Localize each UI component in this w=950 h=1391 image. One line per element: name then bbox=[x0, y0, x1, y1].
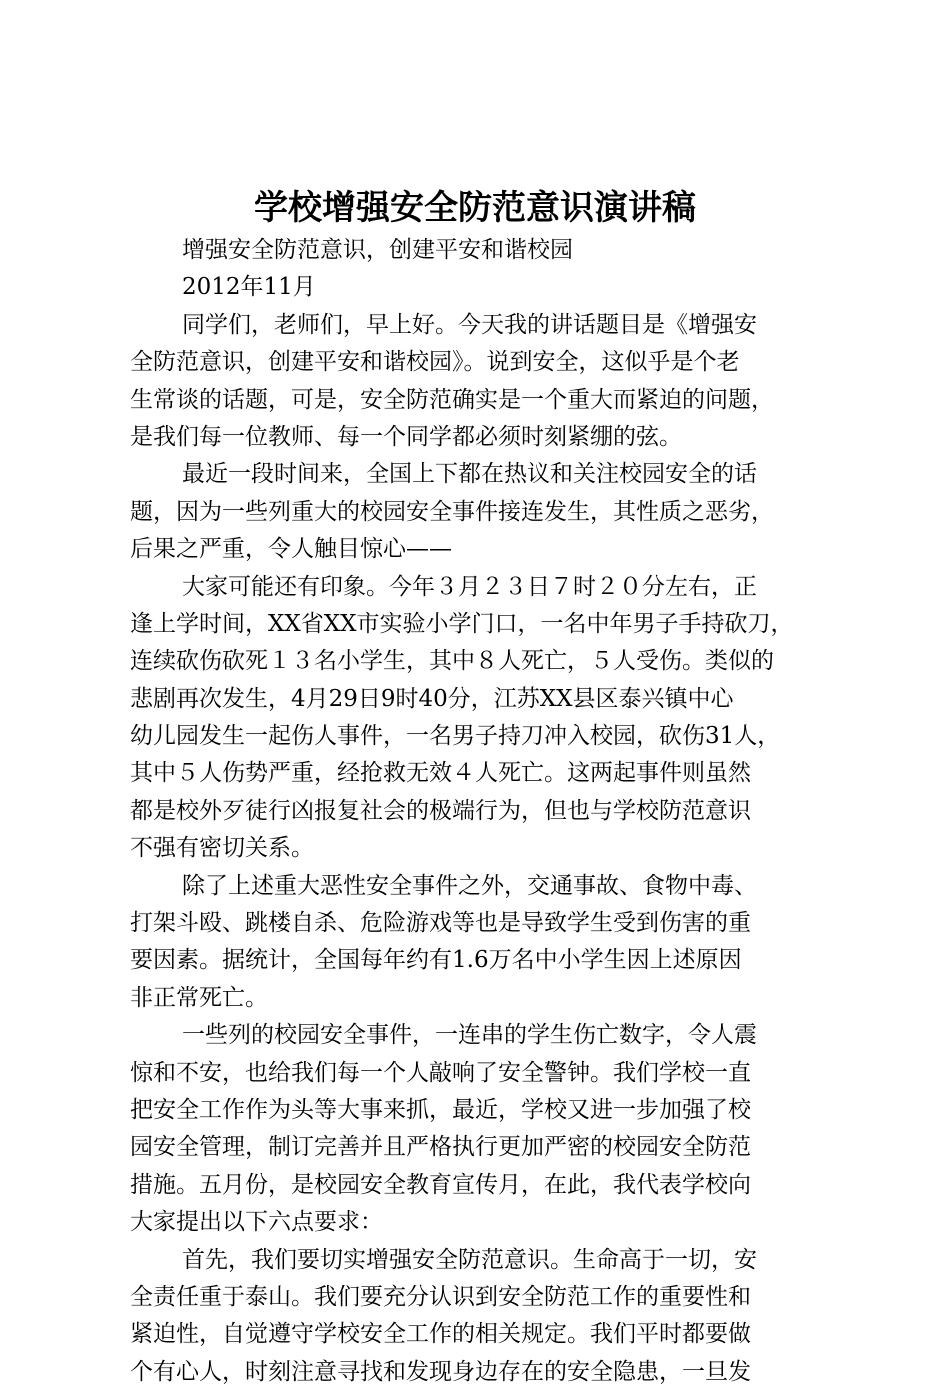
text-line: 非正常死亡。 bbox=[130, 984, 268, 1011]
text-line: 生常谈的话题，可是，安全防范确实是一个重大而紧迫的问题， bbox=[130, 386, 774, 413]
text-line: 悲剧再次发生，4月29日9时40分，江苏XX县区泰兴镇中心 bbox=[130, 685, 734, 712]
text-line: 都是校外歹徒行凶报复社会的极端行为，但也与学校防范意识 bbox=[130, 797, 751, 824]
text-line: 园安全管理，制订完善并且严格执行更加严密的校园安全防范 bbox=[130, 1134, 751, 1161]
text-line: 全防范意识，创建平安和谐校园》。说到安全，这似乎是个老 bbox=[130, 349, 740, 376]
text-line: 除了上述重大恶性安全事件之外，交通事故、食物中毒、 bbox=[182, 872, 757, 899]
text-line: 幼儿园发生一起伤人事件，一名男子持刀冲入校园，砍伤31人， bbox=[130, 723, 781, 750]
text-line: 是我们每一位教师、每一个同学都必须时刻紧绷的弦。 bbox=[130, 423, 682, 450]
text-line: 增强安全防范意识，创建平安和谐校园 bbox=[182, 237, 573, 263]
text-line: 惊和不安，也给我们每一个人敲响了安全警钟。我们学校一直 bbox=[130, 1059, 751, 1086]
text-line: 大家可能还有印象。今年３月２３日７时２０分左右，正 bbox=[182, 573, 757, 600]
text-line: 不强有密切关系。 bbox=[130, 835, 314, 862]
text-line: 后果之严重，令人触目惊心—— bbox=[130, 536, 452, 563]
text-line: 同学们，老师们，早上好。今天我的讲话题目是《增强安 bbox=[182, 311, 757, 338]
document-body bbox=[130, 232, 830, 1391]
text-line: 一些列的校园安全事件，一连串的学生伤亡数字，令人震 bbox=[182, 1022, 757, 1049]
text-line: 大家提出以下六点要求： bbox=[130, 1209, 383, 1236]
text-line: 首先，我们要切实增强安全防范意识。生命高于一切，安 bbox=[182, 1246, 757, 1273]
text-line: 其中５人伤势严重，经抢救无效４人死亡。这两起事件则虽然 bbox=[130, 760, 751, 787]
text-line: 要因素。据统计，全国每年约有1.6万名中小学生因上述原因 bbox=[130, 947, 742, 974]
text-line: 逢上学时间，XX省XX市实验小学门口，一名中年男子手持砍刀， bbox=[130, 610, 794, 637]
text-line: 紧迫性，自觉遵守学校安全工作的相关规定。我们平时都要做 bbox=[130, 1321, 751, 1348]
text-line: 连续砍伤砍死１３名小学生，其中８人死亡，５人受伤。类似的 bbox=[130, 648, 774, 675]
text-line: 全责任重于泰山。我们要充分认识到安全防范工作的重要性和 bbox=[130, 1283, 751, 1310]
text-line: 个有心人，时刻注意寻找和发现身边存在的安全隐患，一旦发 bbox=[130, 1358, 751, 1385]
text-line: 最近一段时间来，全国上下都在热议和关注校园安全的话 bbox=[182, 461, 757, 488]
text-line: 题，因为一些列重大的校园安全事件接连发生，其性质之恶劣， bbox=[130, 498, 774, 525]
text-line: 2012年11月 bbox=[182, 274, 316, 301]
text-line: 把安全工作作为头等大事来抓，最近，学校又进一步加强了校 bbox=[130, 1096, 751, 1123]
document-title: 学校增强安全防范意识演讲稿 bbox=[254, 188, 696, 228]
text-line: 措施。五月份，是校园安全教育宣传月，在此，我代表学校向 bbox=[130, 1171, 751, 1198]
text-line: 打架斗殴、跳楼自杀、危险游戏等也是导致学生受到伤害的重 bbox=[130, 910, 751, 937]
